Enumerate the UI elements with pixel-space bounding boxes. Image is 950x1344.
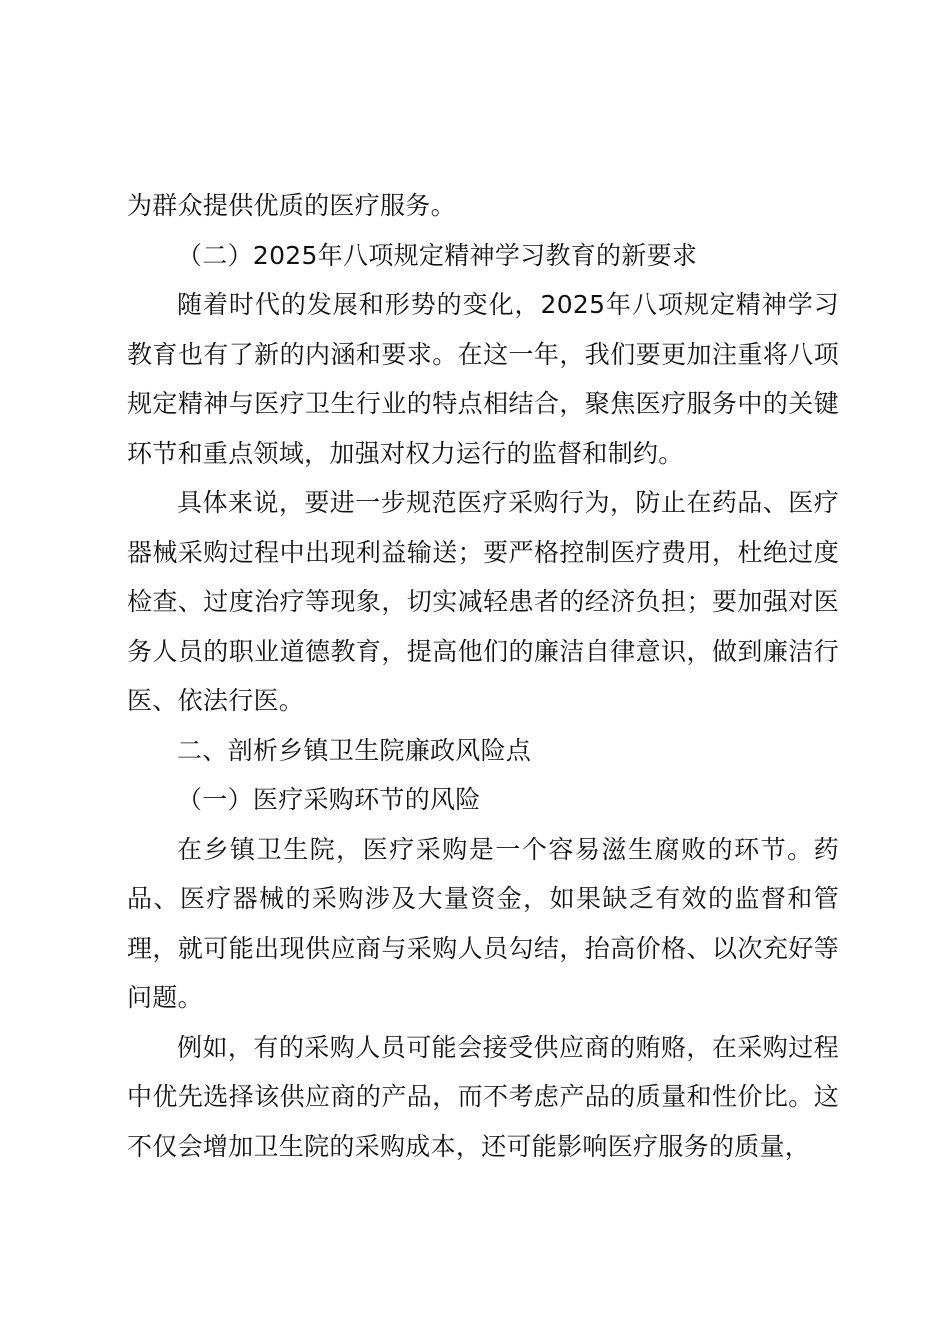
section-heading-new-requirements: （二）2025年八项规定精神学习教育的新要求: [177, 240, 698, 270]
section-heading-risk-points: 二、剖析乡镇卫生院廉政风险点: [177, 735, 532, 765]
paragraph-procurement-example: 例如，有的采购人员可能会接受供应商的贿赂，在采购过程中优先选择该供应商的产品，而不考虑产品的质量和性价比。这不仅会增加卫生院的采购成本，还可能影响医疗服务的质量，: [127, 1032, 839, 1161]
document-body: [127, 181, 839, 1171]
paragraph-specific-measures: 具体来说，要进一步规范医疗采购行为，防止在药品、医疗器械采购过程中出现利益输送；要严格控制医疗费用，杜绝过度检查、过度治疗等现象，切实减轻患者的经济负担；要加强对医务人员的职业道德教育，提高他们的廉洁自律意识，做到廉洁行医、依法行医。: [127, 488, 839, 715]
paragraph-continuation: 为群众提供优质的医疗服务。: [127, 191, 456, 220]
subsection-heading-procurement-risk: （一）医疗采购环节的风险: [177, 785, 481, 814]
paragraph-new-requirements: 随着时代的发展和形势的变化，2025年八项规定精神学习教育也有了新的内涵和要求。在这一年，我们要更加注重将八项规定精神与医疗卫生行业的特点相结合，聚焦医疗服务中的关键环节和重点领域，加强对权力运行的监督和制约。: [127, 290, 839, 468]
paragraph-procurement-risk: 在乡镇卫生院，医疗采购是一个容易滋生腐败的环节。药品、医疗器械的采购涉及大量资金，如果缺乏有效的监督和管理，就可能出现供应商与采购人员勾结，抬高价格、以次充好等问题。: [127, 834, 839, 1012]
